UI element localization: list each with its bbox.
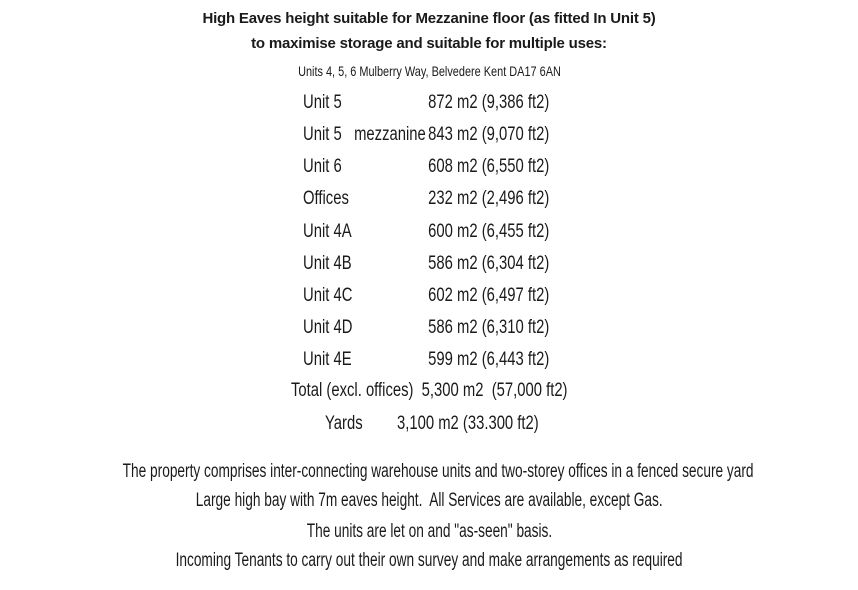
description-text: Incoming Tenants to carry out their own survey and make arrangements as required xyxy=(175,550,683,571)
unit-area: 599 m2 (6,443 ft2) xyxy=(427,349,549,370)
table-row xyxy=(0,221,858,249)
heading-line-1: High Eaves height suitable for Mezzanine floor (as fitted In Unit 5) xyxy=(202,10,656,27)
yards-area: 3,100 m2 (33.300 ft2) xyxy=(397,413,539,434)
unit-area: 600 m2 (6,455 ft2) xyxy=(427,221,549,242)
unit-name: Unit 4D xyxy=(303,317,353,338)
unit-name: Unit 4A xyxy=(303,221,352,242)
table-row xyxy=(0,156,858,184)
unit-area: 872 m2 (9,386 ft2) xyxy=(427,92,549,113)
description-text: The property comprises inter-connecting warehouse units and two-storey offices in a fenced secure yard xyxy=(122,461,754,482)
yards-row xyxy=(0,413,858,441)
unit-area: 602 m2 (6,497 ft2) xyxy=(427,285,549,306)
unit-name: Unit 4C xyxy=(303,285,353,306)
table-row xyxy=(0,285,858,313)
description-line xyxy=(0,490,858,512)
table-row xyxy=(0,253,858,281)
unit-name: Unit 4B xyxy=(303,253,352,274)
heading-line-2: to maximise storage and suitable for multiple uses: xyxy=(251,35,607,52)
description-text: The units are let on and "as-seen" basis. xyxy=(306,521,552,542)
yards-label: Yards xyxy=(325,413,363,434)
table-row xyxy=(0,188,858,216)
unit-area: 232 m2 (2,496 ft2) xyxy=(427,188,549,209)
description-line xyxy=(0,461,858,483)
description-line xyxy=(0,550,858,572)
unit-area: 608 m2 (6,550 ft2) xyxy=(427,156,549,177)
total-text: Total (excl. offices) 5,300 m2 (57,000 ft2) xyxy=(290,380,568,401)
address xyxy=(0,63,858,79)
table-row xyxy=(0,317,858,345)
description-text: Large high bay with 7m eaves height. All Services are available, except Gas. xyxy=(195,490,663,511)
unit-name: Unit 5 mezzanine xyxy=(303,124,426,145)
table-row xyxy=(0,124,858,152)
unit-name: Unit 6 xyxy=(303,156,342,177)
total-row xyxy=(0,380,858,402)
table-row xyxy=(0,92,858,120)
unit-name: Unit 5 xyxy=(303,92,342,113)
table-row xyxy=(0,349,858,377)
unit-area: 586 m2 (6,310 ft2) xyxy=(427,317,549,338)
unit-name: Offices xyxy=(303,188,349,209)
unit-name: Unit 4E xyxy=(303,349,352,370)
unit-area: 843 m2 (9,070 ft2) xyxy=(427,124,549,145)
address-text: Units 4, 5, 6 Mulberry Way, Belvedere Kent DA17 6AN xyxy=(297,63,561,79)
description-line xyxy=(0,521,858,543)
unit-area: 586 m2 (6,304 ft2) xyxy=(427,253,549,274)
